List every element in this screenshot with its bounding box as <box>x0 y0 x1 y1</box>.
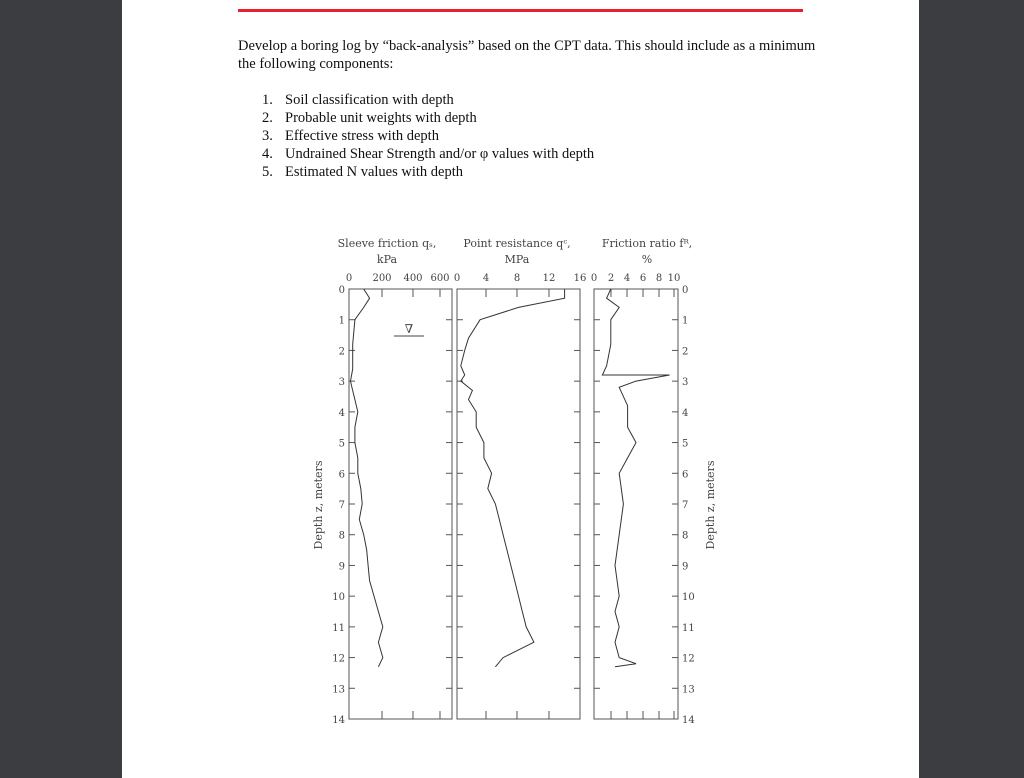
list-item-number: 2. <box>262 110 273 126</box>
depth-label-right: 3 <box>682 377 689 389</box>
list-item-number: 4. <box>262 146 273 162</box>
depth-label-right: 2 <box>682 346 689 358</box>
depth-label-right: 11 <box>682 622 695 634</box>
depth-label-left: 10 <box>332 592 345 604</box>
list-item-number: 5. <box>262 164 273 180</box>
panel-2-tick-label: 0 <box>453 273 461 284</box>
panel-2-tick-label: 12 <box>542 273 556 284</box>
depth-label-left: 12 <box>332 653 345 665</box>
panel-2-title: Point resistance qᶜ, <box>463 237 571 250</box>
list-item-text: Estimated N values with depth <box>285 164 463 180</box>
depth-label-right: 5 <box>682 438 689 450</box>
assignment-intro: Develop a boring log by “back-analysis” based on the CPT data. This should include as a minimum the following components: <box>238 38 816 72</box>
depth-label-left: 3 <box>338 377 345 389</box>
depth-label-left: 13 <box>332 684 345 696</box>
list-item-text: Soil classification with depth <box>285 92 454 108</box>
depth-label-left: 11 <box>332 622 345 634</box>
depth-label-left: 4 <box>338 407 345 419</box>
depth-labels-left <box>332 285 345 726</box>
panel-3-tick-label: 2 <box>607 273 615 284</box>
panel-1-unit: kPa <box>376 253 398 266</box>
panel-1-frame <box>349 289 452 719</box>
list-item <box>262 91 594 109</box>
point-resistance-curve <box>461 289 565 667</box>
depth-axis-label-left: Depth z, meters <box>312 460 325 550</box>
panel-2-tick-label: 16 <box>573 273 587 284</box>
depth-label-right: 12 <box>682 653 695 665</box>
list-item <box>262 109 594 127</box>
depth-label-right: 0 <box>682 285 689 296</box>
panel-3-unit: % <box>641 253 653 266</box>
depth-label-right: 7 <box>682 500 689 511</box>
requirements-list <box>262 91 594 181</box>
panel-1-tick-label: 200 <box>372 273 392 284</box>
depth-axis-label-right: Depth z, meters <box>704 460 717 550</box>
depth-label-left: 9 <box>338 561 345 573</box>
panel-3-tick-label: 4 <box>623 273 631 284</box>
depth-label-left: 14 <box>332 715 345 726</box>
document-page <box>122 0 919 778</box>
list-item <box>262 145 594 163</box>
tick-marks <box>349 289 678 719</box>
sleeve-friction-curve <box>351 289 383 667</box>
friction-ratio-curve <box>602 289 669 667</box>
cpt-figure <box>312 225 732 745</box>
list-item-text: Probable unit weights with depth <box>285 110 477 126</box>
panel-3-frame <box>594 289 678 719</box>
panel-2-frame <box>457 289 580 719</box>
panel-1-title: Sleeve friction qₛ, <box>337 237 437 250</box>
depth-label-right: 14 <box>682 715 695 726</box>
depth-label-left: 7 <box>338 500 345 511</box>
depth-label-left: 6 <box>338 469 345 481</box>
list-item-text: Undrained Shear Strength and/or φ values with depth <box>285 146 595 162</box>
panel-2-tick-label: 4 <box>482 273 490 284</box>
depth-label-left: 2 <box>338 346 345 358</box>
panel-3-tick-label: 6 <box>639 273 647 284</box>
panel-1-tick-label: 600 <box>430 273 450 284</box>
list-item-number: 1. <box>262 92 273 108</box>
panel-3-tick-label: 10 <box>667 273 681 284</box>
list-item-number: 3. <box>262 128 273 144</box>
panel-3-tick-label: 8 <box>655 273 663 284</box>
panel-3-tick-label: 0 <box>590 273 598 284</box>
list-item-text: Effective stress with depth <box>285 128 439 144</box>
panel-1-tick-label: 400 <box>403 273 423 284</box>
depth-label-right: 10 <box>682 592 695 604</box>
panel-2-unit: MPa <box>504 253 530 266</box>
list-item <box>262 163 594 181</box>
depth-labels-right <box>682 285 695 726</box>
list-item <box>262 127 594 145</box>
depth-label-right: 6 <box>682 469 689 481</box>
panel-3-title: Friction ratio fᴿ, <box>601 237 693 250</box>
depth-label-left: 1 <box>338 315 345 327</box>
water-table-symbol: ∇ <box>404 322 414 336</box>
depth-label-left: 8 <box>338 530 345 542</box>
depth-label-right: 13 <box>682 684 695 696</box>
depth-label-right: 1 <box>682 315 689 327</box>
depth-label-right: 8 <box>682 530 689 542</box>
panel-1-tick-label: 0 <box>345 273 353 284</box>
depth-label-right: 9 <box>682 561 689 573</box>
header-rule <box>238 9 803 12</box>
depth-label-right: 4 <box>682 407 689 419</box>
depth-label-left: 0 <box>338 285 345 296</box>
panel-2-tick-label: 8 <box>513 273 521 284</box>
depth-label-left: 5 <box>338 438 345 450</box>
